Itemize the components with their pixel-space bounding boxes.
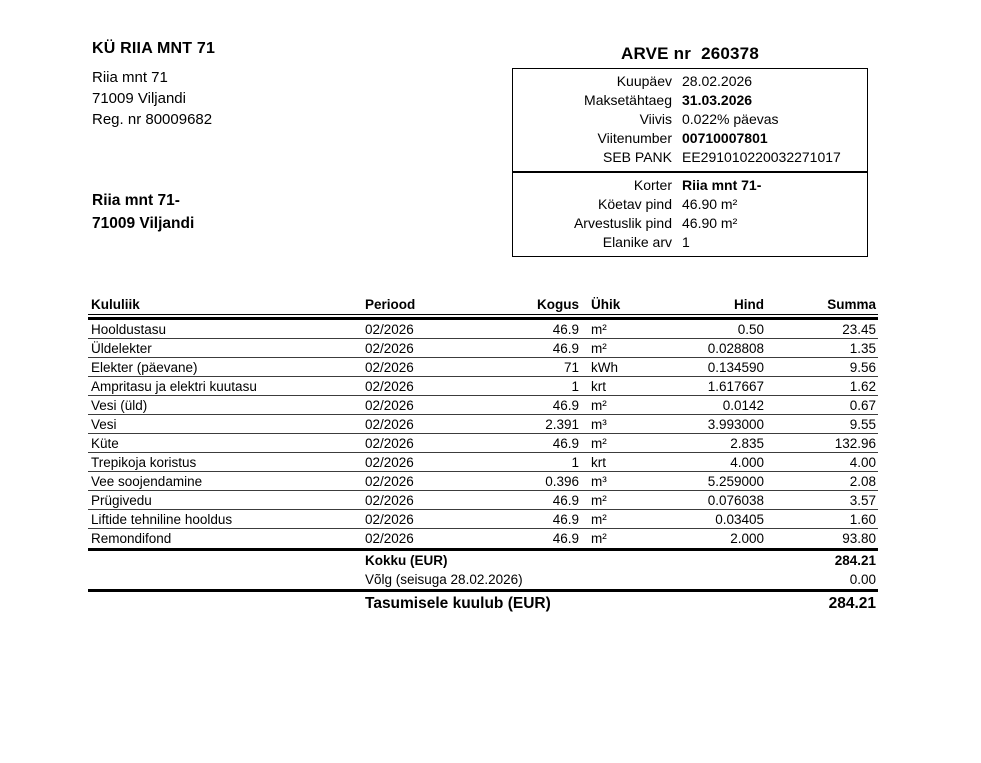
charge-row bbox=[88, 415, 878, 434]
charge-period: 02/2026 bbox=[365, 378, 414, 394]
apartment-detail-row bbox=[520, 214, 860, 233]
apartment-detail-label: Köetav pind bbox=[598, 196, 672, 212]
charge-unit: kWh bbox=[591, 359, 618, 375]
total-row-tasumisele bbox=[88, 592, 878, 616]
charge-price: 1.617667 bbox=[707, 378, 764, 394]
invoice-detail-value: 31.03.2026 bbox=[682, 92, 753, 108]
charge-unit: m² bbox=[591, 511, 607, 527]
charge-sum: 9.55 bbox=[849, 416, 876, 432]
invoice-title-label: ARVE nr bbox=[621, 44, 692, 63]
charge-period: 02/2026 bbox=[365, 454, 414, 470]
apartment-detail-value: 46.90 m² bbox=[682, 215, 738, 231]
charge-sum: 4.00 bbox=[849, 454, 876, 470]
charge-sum: 23.45 bbox=[842, 321, 876, 337]
charge-period: 02/2026 bbox=[365, 397, 414, 413]
invoice-detail-value: 0.022% päevas bbox=[682, 111, 779, 127]
charge-period: 02/2026 bbox=[365, 340, 414, 356]
charge-unit: krt bbox=[591, 454, 606, 470]
charge-price: 4.000 bbox=[730, 454, 764, 470]
apartment-detail-label: Elanike arv bbox=[602, 234, 672, 250]
charge-unit: krt bbox=[591, 378, 606, 394]
charge-quantity: 2.391 bbox=[545, 416, 579, 432]
total-volg-value: 0.00 bbox=[849, 572, 876, 587]
charge-quantity: 46.9 bbox=[552, 492, 579, 508]
charge-sum: 1.60 bbox=[849, 511, 876, 527]
charge-name: Remondifond bbox=[91, 531, 172, 546]
charge-row bbox=[88, 377, 878, 396]
charge-row bbox=[88, 491, 878, 510]
charge-price: 0.134590 bbox=[707, 359, 764, 375]
charge-period: 02/2026 bbox=[365, 359, 414, 375]
charge-price: 5.259000 bbox=[707, 473, 764, 489]
total-kokku-label: Kokku (EUR) bbox=[365, 553, 448, 568]
column-header-periood: Periood bbox=[365, 297, 416, 312]
charge-row bbox=[88, 472, 878, 491]
supplier-address-city: 71009 Viljandi bbox=[92, 90, 186, 107]
invoice-detail-row bbox=[520, 91, 860, 110]
apartment-detail-value: 46.90 m² bbox=[682, 196, 738, 212]
invoice-detail-value: 00710007801 bbox=[682, 130, 768, 146]
charge-period: 02/2026 bbox=[365, 511, 414, 527]
invoice-detail-row bbox=[520, 72, 860, 91]
charges-table-header bbox=[88, 296, 878, 315]
charge-row bbox=[88, 320, 878, 339]
invoice-detail-row bbox=[520, 110, 860, 129]
charge-name: Liftide tehniline hooldus bbox=[91, 511, 233, 527]
charge-row bbox=[88, 396, 878, 415]
total-tasumisele-label: Tasumisele kuulub (EUR) bbox=[365, 595, 551, 612]
invoice-details-box bbox=[512, 68, 868, 172]
invoice-detail-label: Viitenumber bbox=[597, 130, 672, 146]
charge-price: 0.028808 bbox=[707, 340, 764, 356]
charge-quantity: 0.396 bbox=[545, 473, 579, 489]
charge-name: Ampritasu ja elektri kuutasu bbox=[91, 378, 257, 394]
charge-name: Üldelekter bbox=[91, 340, 152, 356]
invoice-detail-row bbox=[520, 129, 860, 148]
charge-sum: 0.67 bbox=[849, 397, 876, 413]
charge-period: 02/2026 bbox=[365, 473, 414, 489]
charge-price: 3.993000 bbox=[707, 416, 764, 432]
apartment-detail-row bbox=[520, 233, 860, 252]
charge-period: 02/2026 bbox=[365, 416, 414, 432]
charge-row bbox=[88, 434, 878, 453]
charge-price: 0.50 bbox=[737, 321, 764, 337]
charge-row bbox=[88, 510, 878, 529]
invoice-detail-row bbox=[520, 148, 860, 167]
charge-sum: 2.08 bbox=[849, 473, 876, 489]
supplier-block bbox=[92, 40, 215, 130]
charge-name: Hooldustasu bbox=[91, 321, 167, 337]
apartment-detail-value: 1 bbox=[682, 234, 690, 250]
charges-table-body bbox=[88, 320, 878, 548]
apartment-detail-label: Arvestuslik pind bbox=[573, 215, 672, 231]
total-row-volg bbox=[88, 570, 878, 589]
charge-unit: m³ bbox=[591, 473, 607, 489]
recipient-address-city: 71009 Viljandi bbox=[92, 215, 195, 232]
recipient-address-street: Riia mnt 71- bbox=[92, 192, 180, 209]
total-volg-label: Võlg (seisuga 28.02.2026) bbox=[365, 572, 523, 587]
supplier-address-street: Riia mnt 71 bbox=[92, 69, 168, 86]
apartment-detail-label: Korter bbox=[633, 177, 672, 193]
charge-quantity: 46.9 bbox=[552, 340, 579, 356]
charge-name: Trepikoja koristus bbox=[91, 454, 197, 470]
charge-quantity: 1 bbox=[571, 378, 579, 394]
charge-name: Vesi bbox=[91, 416, 117, 432]
charge-sum: 132.96 bbox=[834, 435, 876, 451]
invoice-detail-label: SEB PANK bbox=[603, 149, 672, 165]
charge-sum: 93.80 bbox=[842, 531, 876, 546]
charge-quantity: 46.9 bbox=[552, 397, 579, 413]
charge-period: 02/2026 bbox=[365, 435, 414, 451]
charge-price: 2.835 bbox=[730, 435, 764, 451]
charge-name: Vesi (üld) bbox=[91, 397, 148, 413]
recipient-block bbox=[92, 189, 194, 235]
charge-sum: 9.56 bbox=[849, 359, 876, 375]
charge-sum: 1.62 bbox=[849, 378, 876, 394]
invoice-detail-label: Maksetähtaeg bbox=[584, 92, 672, 108]
invoice-number: 260378 bbox=[701, 44, 759, 63]
charge-unit: m² bbox=[591, 531, 607, 546]
apartment-detail-value: Riia mnt 71- bbox=[682, 177, 762, 193]
apartment-detail-row bbox=[520, 195, 860, 214]
charge-sum: 3.57 bbox=[849, 492, 876, 508]
charge-row bbox=[88, 339, 878, 358]
charge-quantity: 46.9 bbox=[552, 511, 579, 527]
charge-quantity: 46.9 bbox=[552, 531, 579, 546]
invoice-title bbox=[512, 44, 868, 64]
charge-row bbox=[88, 529, 878, 548]
charge-quantity: 46.9 bbox=[552, 435, 579, 451]
supplier-name: KÜ RIIA MNT 71 bbox=[92, 40, 216, 57]
invoice-detail-label: Viivis bbox=[639, 111, 672, 127]
invoice-detail-value: 28.02.2026 bbox=[682, 73, 753, 89]
charge-quantity: 46.9 bbox=[552, 321, 579, 337]
charge-price: 0.0142 bbox=[722, 397, 764, 413]
charges-table bbox=[88, 296, 878, 616]
column-header-hik: Ühik bbox=[591, 297, 621, 312]
invoice-detail-value: EE291010220032271017 bbox=[682, 149, 841, 165]
charge-unit: m² bbox=[591, 397, 607, 413]
charge-unit: m² bbox=[591, 435, 607, 451]
charge-row bbox=[88, 453, 878, 472]
column-header-kogus: Kogus bbox=[537, 297, 579, 312]
column-header-kululiik: Kululiik bbox=[91, 297, 140, 312]
total-row-kokku bbox=[88, 551, 878, 570]
charge-quantity: 1 bbox=[571, 454, 579, 470]
charge-unit: m² bbox=[591, 492, 607, 508]
charge-row bbox=[88, 358, 878, 377]
column-header-hind: Hind bbox=[734, 297, 764, 312]
charge-name: Küte bbox=[91, 435, 119, 451]
charge-unit: m² bbox=[591, 340, 607, 356]
charge-price: 0.03405 bbox=[715, 511, 764, 527]
charge-name: Prügivedu bbox=[91, 492, 152, 508]
charge-name: Vee soojendamine bbox=[91, 473, 203, 489]
charge-period: 02/2026 bbox=[365, 492, 414, 508]
apartment-details-box bbox=[512, 172, 868, 257]
charge-name: Elekter (päevane) bbox=[91, 359, 198, 375]
invoice-detail-label: Kuupäev bbox=[616, 73, 672, 89]
charge-quantity: 71 bbox=[563, 359, 579, 375]
supplier-reg-number: Reg. nr 80009682 bbox=[92, 111, 213, 128]
charge-price: 2.000 bbox=[730, 531, 764, 546]
total-tasumisele-value: 284.21 bbox=[828, 595, 876, 612]
charge-unit: m³ bbox=[591, 416, 607, 432]
total-kokku-value: 284.21 bbox=[834, 553, 876, 568]
column-header-summa: Summa bbox=[827, 297, 876, 312]
charge-price: 0.076038 bbox=[707, 492, 764, 508]
charge-period: 02/2026 bbox=[365, 531, 414, 546]
apartment-detail-row bbox=[520, 176, 860, 195]
charge-sum: 1.35 bbox=[849, 340, 876, 356]
charge-unit: m² bbox=[591, 321, 607, 337]
charge-period: 02/2026 bbox=[365, 321, 414, 337]
